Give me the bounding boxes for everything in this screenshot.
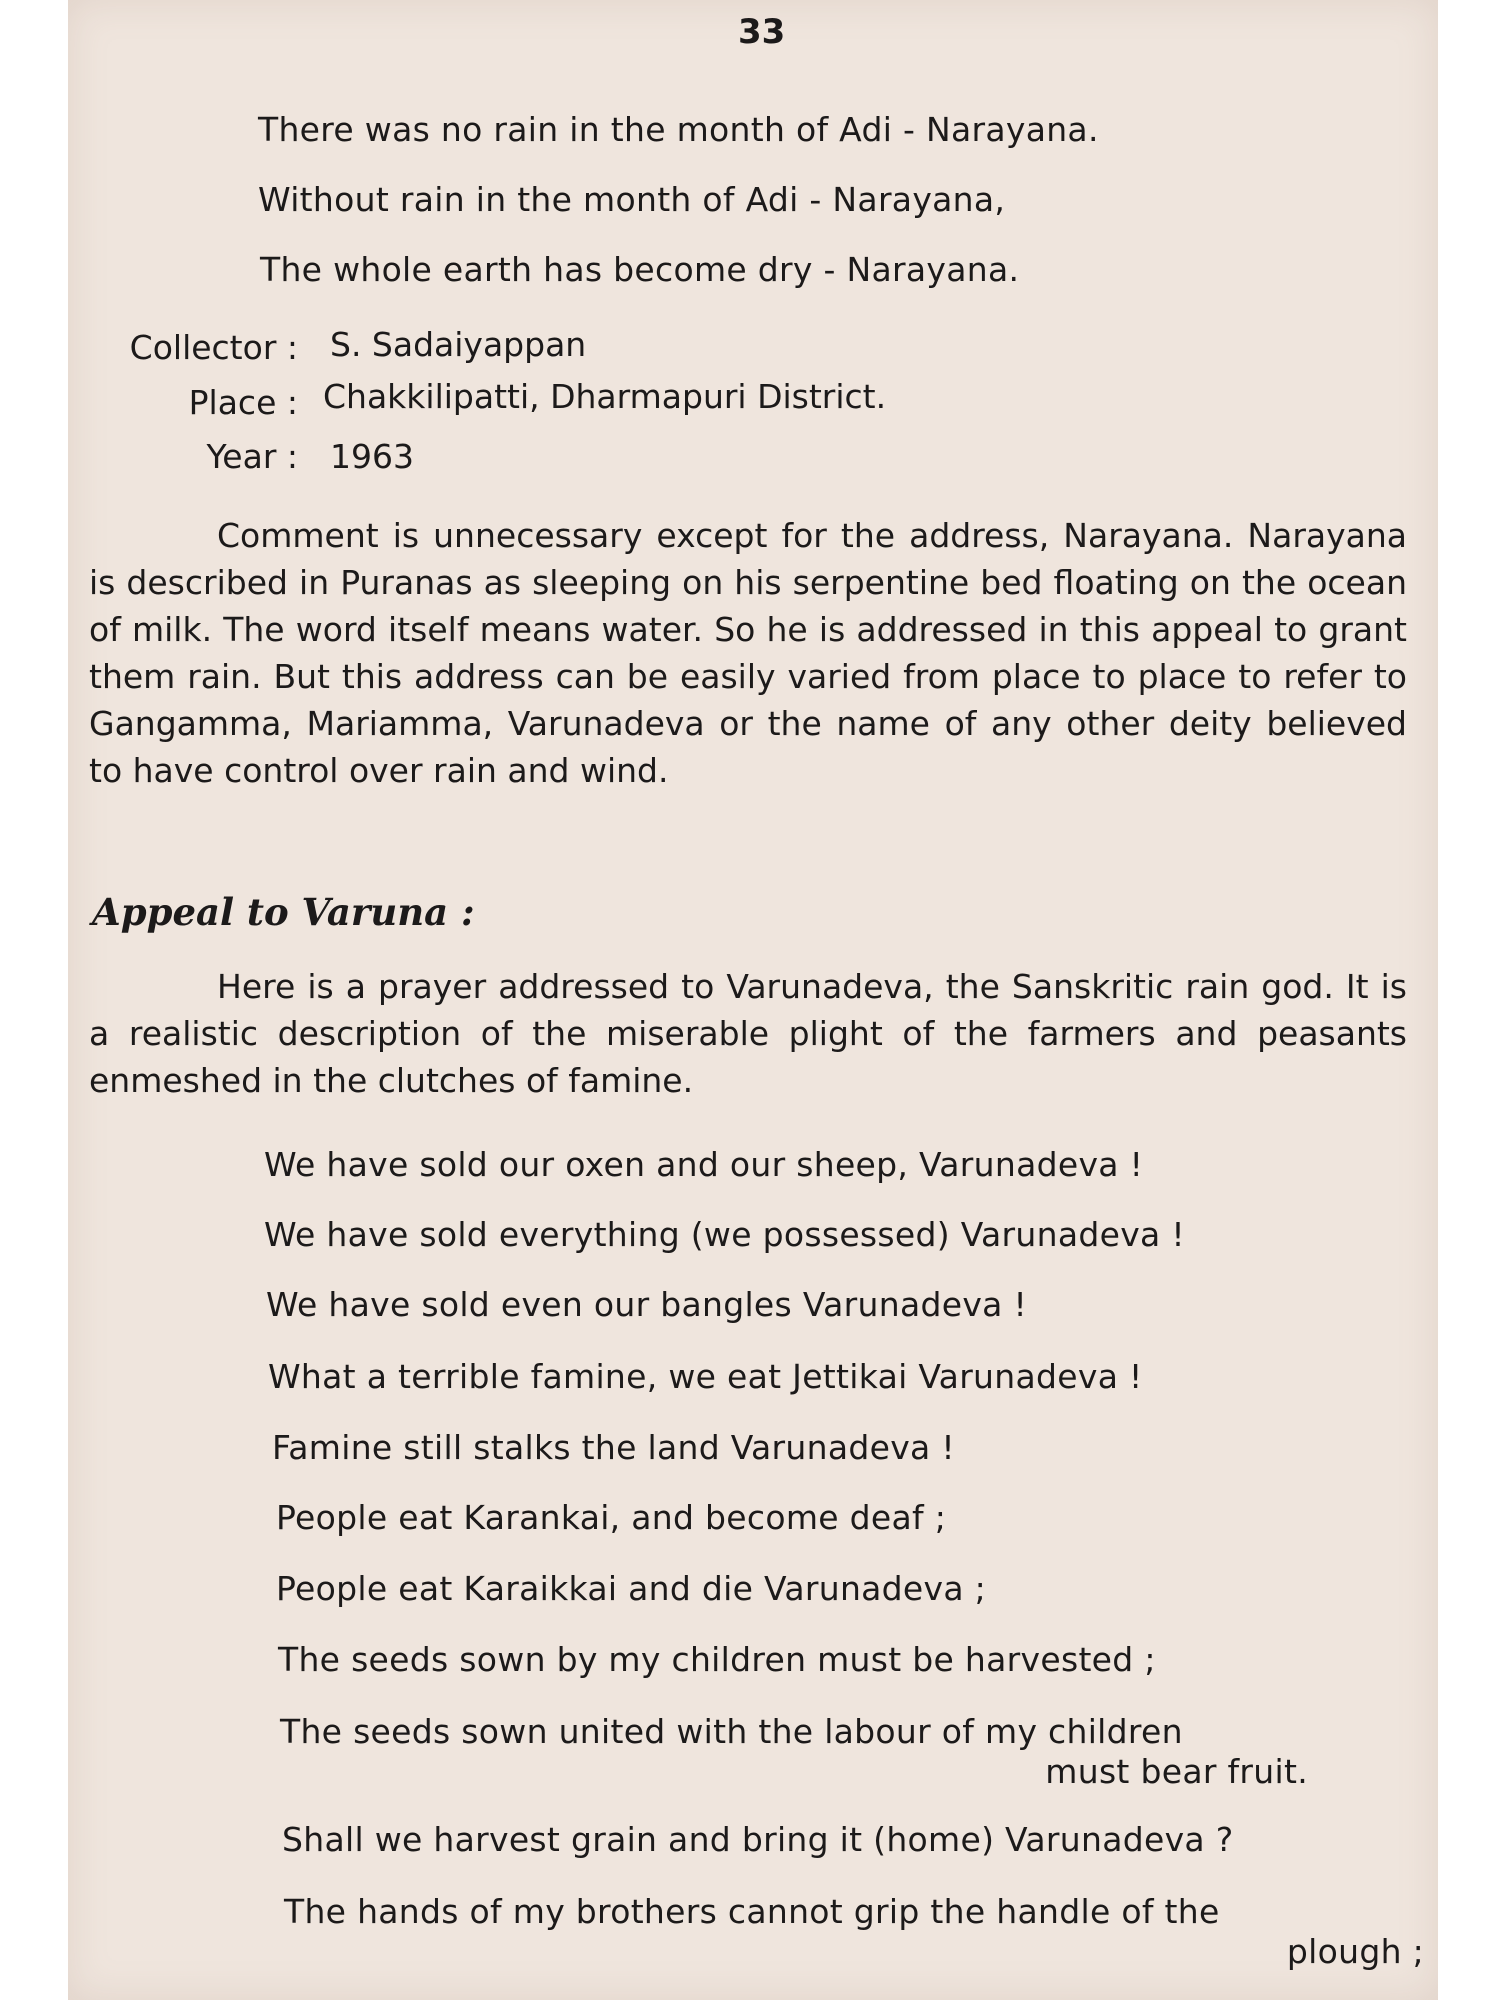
collector-label: Collector : xyxy=(129,328,298,367)
page-number: 33 xyxy=(738,12,786,52)
verse1-line-2: Without rain in the month of Adi - Narayana, xyxy=(258,180,1006,219)
verse2-line-10: Shall we harvest grain and bring it (home) Varunadeva ? xyxy=(282,1820,1234,1859)
verse2-line-8: The seeds sown by my children must be harvested ; xyxy=(278,1640,1156,1679)
verse2-line-4: What a terrible famine, we eat Jettikai Varunadeva ! xyxy=(268,1357,1143,1396)
verse2-line-7: People eat Karaikkai and die Varunadeva ; xyxy=(276,1569,987,1608)
comment-paragraph-text: Comment is unnecessary except for the address, Narayana. Narayana is described in Puranas as sleeping on his serpentine bed floating on the ocean of milk. The word itself means water. So he is addressed in this appeal to grant them rain. But this address can be easily varied from place to place to refer to Gangamma, Mariamma, Varunadeva or the name of any other deity believed to have control over rain and wind. xyxy=(89,516,1407,790)
year-value: 1963 xyxy=(330,437,414,476)
section-heading: Appeal to Varuna : xyxy=(92,890,475,934)
verse2-line-1: We have sold our oxen and our sheep, Varunadeva ! xyxy=(264,1145,1144,1184)
verse2-line-11: The hands of my brothers cannot grip the handle of the xyxy=(284,1892,1220,1931)
verse2-line-2: We have sold everything (we possessed) Varunadeva ! xyxy=(264,1215,1185,1254)
book-page xyxy=(68,0,1438,2000)
place-value: Chakkilipatti, Dharmapuri District. xyxy=(323,377,887,416)
prayer-intro-text: Here is a prayer addressed to Varunadeva, the Sanskritic rain god. It is a realistic description of the miserable plight of the farmers and peasants enmeshed in the clutches of famine. xyxy=(89,967,1407,1100)
place-label: Place : xyxy=(188,383,298,422)
year-label: Year : xyxy=(206,437,298,476)
verse2-line-5: Famine still stalks the land Varunadeva ! xyxy=(272,1428,955,1467)
verse2-line-11-wrap: plough ; xyxy=(1286,1932,1424,1971)
comment-paragraph xyxy=(89,512,1407,794)
verse1-line-3: The whole earth has become dry - Narayana. xyxy=(260,250,1020,289)
verse2-line-9: The seeds sown united with the labour of my children xyxy=(280,1712,1183,1751)
verse2-line-9-wrap: must bear fruit. xyxy=(1045,1752,1308,1791)
collector-value: S. Sadaiyappan xyxy=(330,325,587,364)
verse1-line-1: There was no rain in the month of Adi - Narayana. xyxy=(258,110,1099,149)
prayer-intro-paragraph xyxy=(89,963,1407,1104)
verse2-line-6: People eat Karankai, and become deaf ; xyxy=(276,1498,947,1537)
verse2-line-3: We have sold even our bangles Varunadeva ! xyxy=(266,1285,1027,1324)
